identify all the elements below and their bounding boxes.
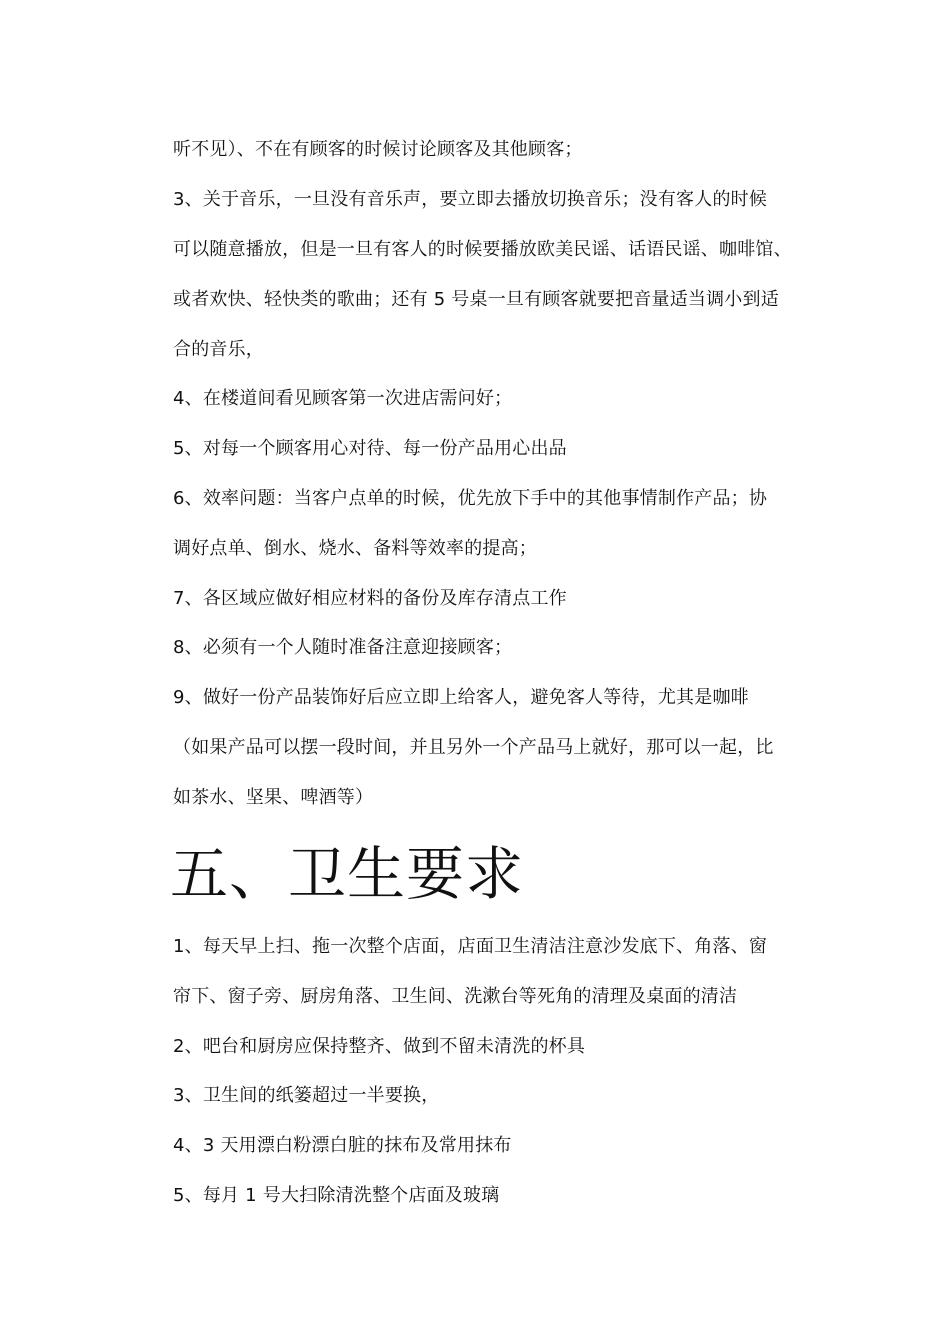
paragraph-line: 5、对每一个顾客用心对待、每一份产品用心出品 [173, 438, 567, 459]
paragraph-line: 4、在楼道间看见顾客第一次进店需问好； [173, 388, 513, 409]
paragraph-line: 6、效率问题：当客户点单的时候，优先放下手中的其他事情制作产品；协 [173, 488, 768, 509]
paragraph-line: 3、关于音乐，一旦没有音乐声，要立即去播放切换音乐；没有客人的时候 [173, 189, 768, 210]
section-heading: 五、卫生要求 [170, 840, 525, 908]
paragraph-line: 3、卫生间的纸篓超过一半要换， [173, 1085, 440, 1106]
paragraph-line: 或者欢快、轻快类的歌曲；还有 5 号桌一旦有顾客就要把音量适当调小到适 [173, 289, 779, 310]
paragraph-line: 7、各区域应做好相应材料的备份及库存清点工作 [173, 588, 567, 609]
paragraph-line: 9、做好一份产品装饰好后应立即上给客人，避免客人等待，尤其是咖啡 [173, 687, 749, 708]
paragraph-line: 2、吧台和厨房应保持整齐、做到不留未清洗的杯具 [173, 1036, 586, 1057]
paragraph-line: 可以随意播放，但是一旦有客人的时候要播放欧美民谣、话语民谣、咖啡馆、 [173, 239, 792, 260]
paragraph-line: 1、每天早上扫、拖一次整个店面，店面卫生清洁注意沙发底下、角落、窗 [173, 936, 768, 957]
paragraph-line: 8、必须有一个人随时准备注意迎接顾客； [173, 637, 513, 658]
paragraph-line: 如茶水、坚果、啤酒等） [173, 787, 374, 808]
paragraph-line: 4、3 天用漂白粉漂白脏的抹布及常用抹布 [173, 1135, 512, 1156]
paragraph-line: 听不见）、不在有顾客的时候讨论顾客及其他顾客； [173, 139, 583, 160]
paragraph-line: （如果产品可以摆一段时间，并且另外一个产品马上就好，那可以一起，比 [173, 737, 774, 758]
paragraph-line: 合的音乐， [173, 339, 264, 360]
paragraph-line: 帘下、窗子旁、厨房角落、卫生间、洗漱台等死角的清理及桌面的清洁 [173, 986, 738, 1007]
paragraph-line: 调好点单、倒水、烧水、备料等效率的提高； [173, 538, 537, 559]
paragraph-line: 5、每月 1 号大扫除清洗整个店面及玻璃 [173, 1185, 500, 1206]
